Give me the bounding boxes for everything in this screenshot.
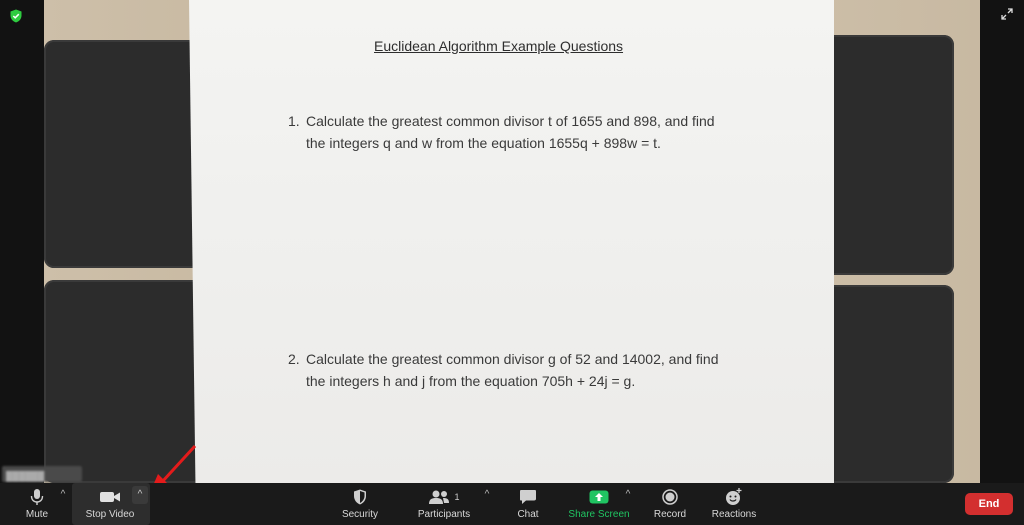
tablet-cover-panel (44, 40, 204, 268)
question-text: the integers h and j from the equation 705h + 24j = g. (306, 373, 636, 389)
audio-options-caret[interactable]: ^ (60, 489, 66, 500)
record-icon (662, 488, 678, 506)
participants-button[interactable] (414, 483, 474, 525)
mute-label: Mute (25, 509, 49, 520)
share-screen-label: Share Screen (568, 509, 630, 520)
reactions-label: Reactions (711, 509, 757, 520)
question-2 (288, 348, 768, 392)
participants-options-caret[interactable]: ^ (484, 489, 490, 500)
chat-button[interactable] (512, 483, 544, 525)
question-1 (288, 110, 758, 154)
stop-video-label: Stop Video (85, 509, 135, 520)
participants-label: Participants (417, 509, 471, 520)
question-text: the integers q and w from the equation 1655q + 898w = t. (306, 135, 661, 151)
meeting-toolbar (0, 483, 1024, 525)
shield-icon (353, 488, 367, 506)
question-text: Calculate the greatest common divisor t of 1655 and 898, and find (306, 113, 715, 129)
smiley-plus-icon (725, 488, 743, 506)
end-meeting-button[interactable]: End (965, 493, 1013, 515)
share-options-caret[interactable]: ^ (625, 489, 631, 500)
share-screen-icon (589, 488, 609, 506)
stop-video-button[interactable] (80, 483, 140, 525)
document-title: Euclidean Algorithm Example Questions (374, 38, 624, 54)
expand-icon[interactable] (999, 8, 1015, 24)
video-camera-icon (99, 488, 121, 506)
microphone-icon (30, 488, 44, 506)
question-number: 1. (288, 113, 300, 129)
participants-icon (428, 488, 459, 506)
question-number: 2. (288, 351, 300, 367)
record-button[interactable] (650, 483, 690, 525)
tablet-cover-panel (820, 285, 954, 483)
participant-name-tag (2, 466, 82, 482)
chat-label: Chat (517, 509, 539, 520)
mute-button[interactable] (18, 483, 56, 525)
participant-name: ██████ (6, 471, 45, 481)
security-button[interactable] (338, 483, 382, 525)
shield-check-icon[interactable] (9, 9, 23, 23)
chat-bubble-icon (519, 488, 537, 506)
record-label: Record (653, 509, 687, 520)
participant-count: 1 (454, 492, 460, 502)
camera-feed (44, 0, 980, 483)
security-label: Security (341, 509, 379, 520)
tablet-cover-panel (820, 35, 954, 275)
paper-sheet (189, 0, 834, 483)
question-text: Calculate the greatest common divisor g of 52 and 14002, and find (306, 351, 719, 367)
video-options-caret[interactable]: ^ (132, 486, 148, 504)
reactions-button[interactable] (708, 483, 760, 525)
